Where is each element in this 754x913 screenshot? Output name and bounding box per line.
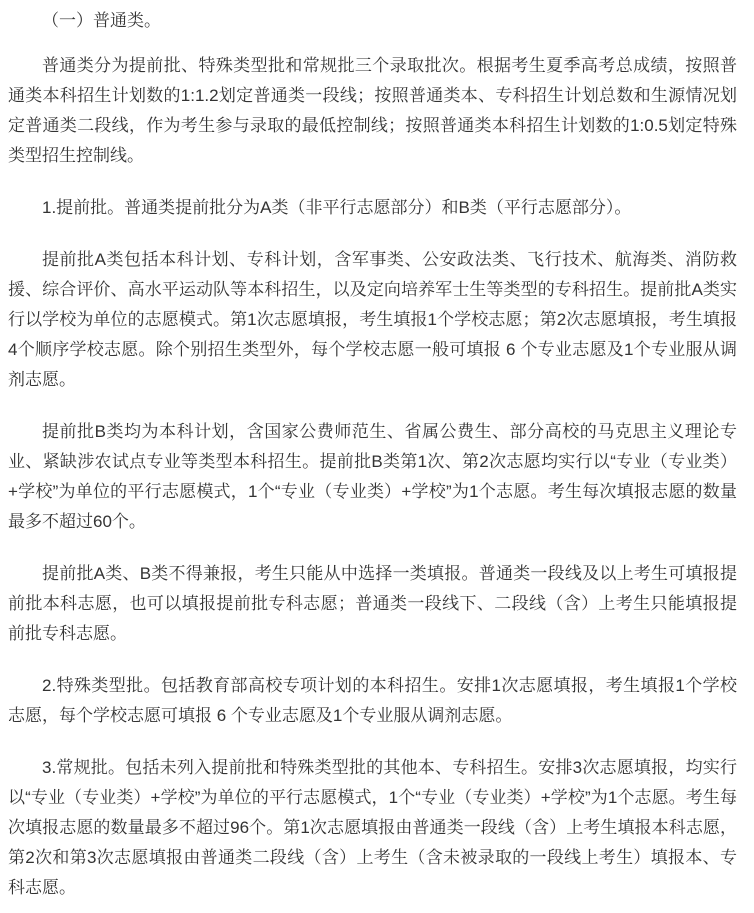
paragraph-regular-batch: 3.常规批。包括未列入提前批和特殊类型批的其他本、专科招生。安排3次志愿填报，均实行以“专业（专业类）+学校”为单位的平行志愿模式，1个“专业（专业类）+学校”为1个志愿。考生每次填报志愿的数量最多不超过96个。第1次志愿填报由普通类一段线（含）上考生填报本科志愿，第2次和第3次志愿填报由普通类二段线（含）上考生（含未被录取的一段线上考生）填报本、专科志愿。 [8,758,737,897]
paragraph-special-type-batch: 2.特殊类型批。包括教育部高校专项计划的本科招生。安排1次志愿填报，考生填报1个学校志愿，每个学校志愿可填报 6 个专业志愿及1个专业服从调剂志愿。 [8,676,737,725]
paragraph-advance-batch-rules: 提前批A类、B类不得兼报，考生只能从中选择一类填报。普通类一段线及以上考生可填报提前批本科志愿，也可以填报提前批专科志愿；普通类一段线下、二段线（含）上考生只能填报提前批专科志愿。 [8,564,737,643]
paragraph-advance-batch-a: 提前批A类包括本科计划、专科计划，含军事类、公安政法类、飞行技术、航海类、消防救援、综合评价、高水平运动队等本科招生，以及定向培养军士生等类型的专科招生。提前批A类实行以学校为单位的志愿模式。第1次志愿填报，考生填报1个学校志愿；第2次志愿填报，考生填报4个顺序学校志愿。除个别招生类型外，每个学校志愿一般可填报 6 个专业志愿及1个专业服从调剂志愿。 [8,250,737,389]
paragraph-advance-batch-b: 提前批B类均为本科计划，含国家公费师范生、省属公费生、部分高校的马克思主义理论专业、紧缺涉农试点专业等类型本科招生。提前批B类第1次、第2次志愿均实行以“专业（专业类）+学校”为单位的平行志愿模式，1个“专业（专业类）+学校”为1个志愿。考生每次填报志愿的数量最多不超过60个。 [8,422,737,531]
paragraph-overview: 普通类分为提前批、特殊类型批和常规批三个录取批次。根据考生夏季高考总成绩，按照普通类本科招生计划数的1:1.2划定普通类一段线；按照普通类本、专科招生计划总数和生源情况划定普通类二段线，作为考生参与录取的最低控制线；按照普通类本科招生计划数的1:0.5划定特殊类型招生控制线。 [8,56,737,165]
paragraph-advance-batch-intro: 1.提前批。普通类提前批分为A类（非平行志愿部分）和B类（平行志愿部分）。 [42,198,632,217]
section-heading: （一）普通类。 [42,11,161,30]
